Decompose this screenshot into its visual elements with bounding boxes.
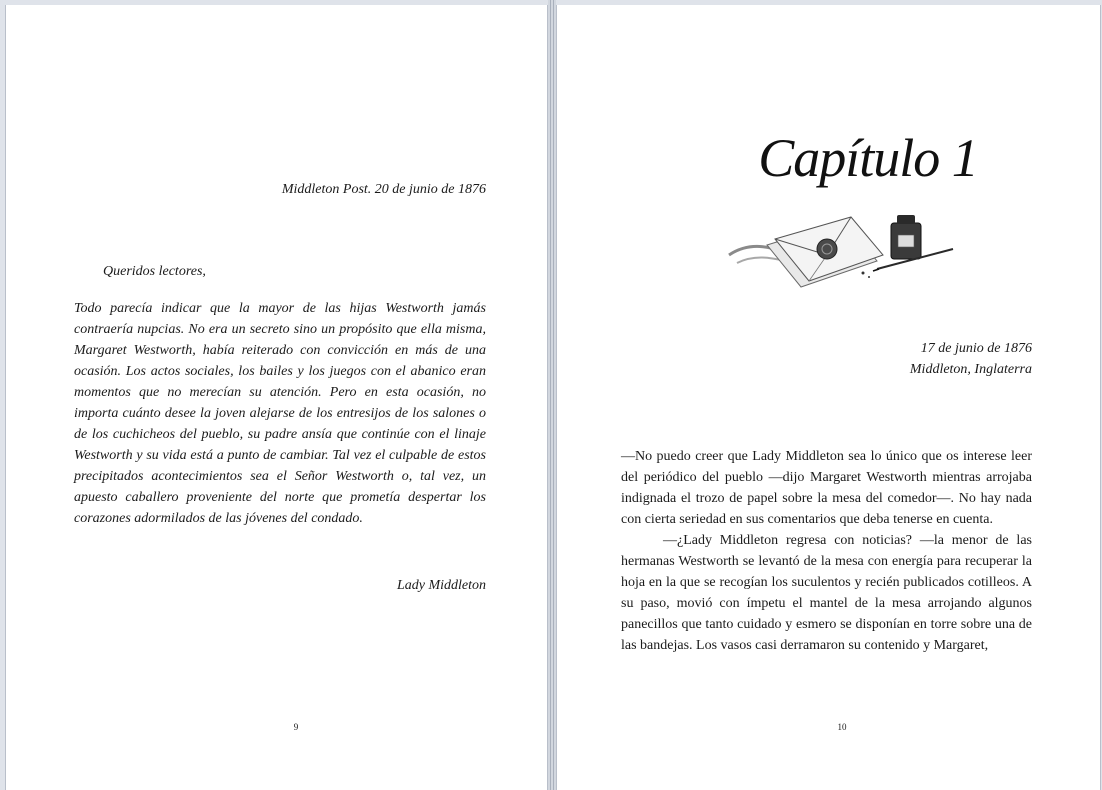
chapter-place: Middleton, Inglaterra bbox=[909, 362, 1032, 377]
chapter-paragraph: —No puedo creer que Lady Middleton sea lo único que os interese leer del periódico del pueblo —dijo Margaret Westworth mientras arrojaba indignada el trozo de papel sobre la mesa del comedor—. No hay nada con cierta seriedad en sus comentarios que deba tenerse en cuenta. bbox=[621, 449, 1032, 527]
letter-signature: Lady Middleton bbox=[396, 578, 486, 593]
chapter-date-block bbox=[617, 338, 1032, 380]
letter-salutation: Queridos lectores, bbox=[103, 264, 206, 279]
page-number-right: 10 bbox=[837, 722, 847, 732]
page-number-left: 9 bbox=[293, 722, 299, 732]
letter-and-inkwell-illustration-icon bbox=[727, 203, 957, 289]
letter-body: Todo parecía indicar que la mayor de las hijas Westworth jamás contraería nupcias. No era un secreto sino un propósito que ella misma, Margaret Westworth, había reiterado con convicción en más de una ocasión. Los actos sociales, los bailes y los juegos con el abanico eran momentos que no merecían su atención. Pero en esta ocasión, no importa cuánto desee la joven alejarse de los entresijos de los salones o de los cuchicheos del pueblo, su padre ansía que continúe con el linaje Westworth y su vida está a punto de cambiar. Tal vez el culpable de estos precipitados acontecimientos sea el Señor Westworth o, tal vez, un apuesto caballero proveniente del norte que prometía despertar los corazones adormilados de las jóvenes del condado. bbox=[74, 301, 486, 526]
right-page bbox=[556, 5, 1101, 790]
left-page bbox=[5, 5, 548, 790]
newspaper-dateline: Middleton Post. 20 de junio de 1876 bbox=[281, 182, 486, 197]
chapter-paragraph: —¿Lady Middleton regresa con noticias? —la menor de las hermanas Westworth se levantó de la mesa con energía para recuperar la hoja en la que se recogían los suculentos y recién publicados cotilleos. A su paso, movió con ímpetu el mantel de la mesa arrojando algunos panecillos que tanto cuidado y esmero se disponían en torre sobre una de las bandejas. Los vasos casi derramaron su contenido y Margaret, bbox=[621, 533, 1032, 653]
chapter-date: 17 de junio de 1876 bbox=[920, 341, 1032, 356]
chapter-title: Capítulo 1 bbox=[758, 128, 978, 188]
chapter-body bbox=[621, 446, 1032, 656]
book-gutter bbox=[548, 0, 556, 790]
